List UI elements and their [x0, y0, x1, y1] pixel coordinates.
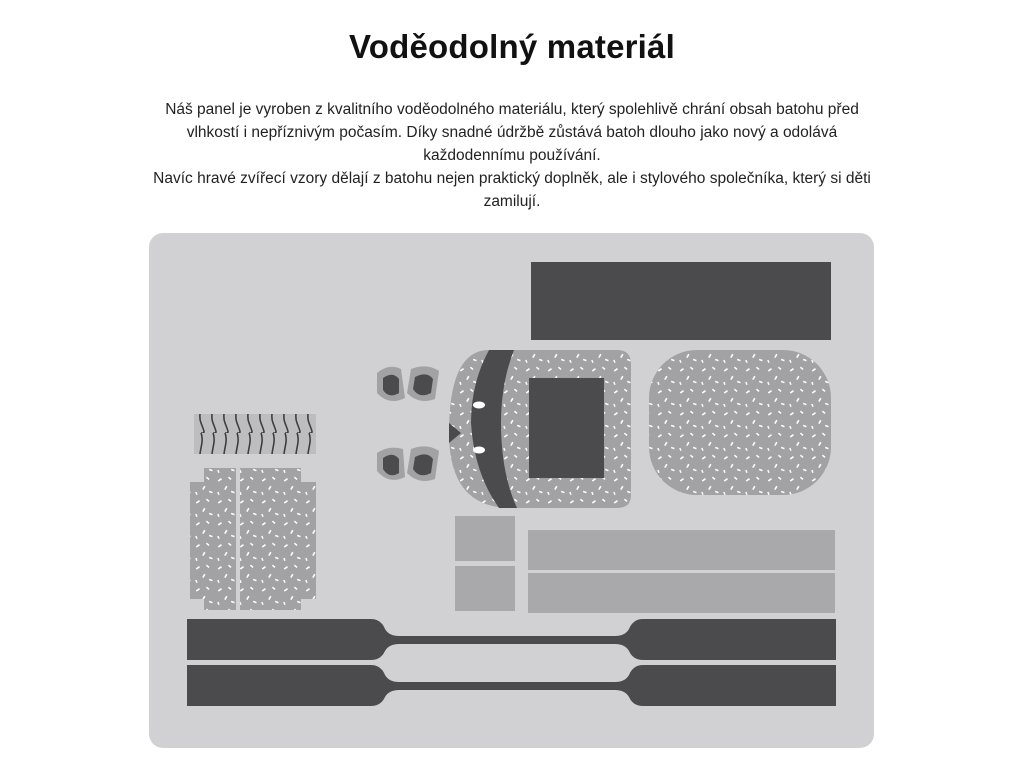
- material-cut-panel-illustration: [149, 233, 874, 748]
- back-panel: [649, 350, 831, 495]
- long-strip-top: [528, 530, 835, 570]
- small-panel-top: [455, 516, 515, 561]
- front-panel: [449, 350, 631, 508]
- ear-pieces: [377, 366, 439, 481]
- cut-pieces-diagram: [149, 233, 874, 748]
- description-paragraph-2: Navíc hravé zvířecí vzory dělají z batohu nejen praktický doplněk, ale i stylového společníka, který si děti zamilují.: [153, 170, 871, 210]
- striped-strip: [194, 414, 316, 454]
- description-paragraph-1: Náš panel je vyroben z kvalitního voděodolného materiálu, který spolehlivě chrání obsah batohu před vlhkostí i nepříznivým počasím. Díky snadné údržbě zůstává batoh dlouho jako nový a odolává každodennímu používání.: [165, 101, 859, 164]
- strap-bottom: [187, 665, 836, 706]
- strap-top: [187, 619, 836, 660]
- long-strip-bottom: [528, 573, 835, 613]
- page-title: Voděodolný materiál: [349, 28, 675, 65]
- small-panel-bottom: [455, 566, 515, 611]
- description: [140, 98, 884, 213]
- side-pieces: [190, 468, 316, 610]
- top-dark-strip: [531, 262, 831, 340]
